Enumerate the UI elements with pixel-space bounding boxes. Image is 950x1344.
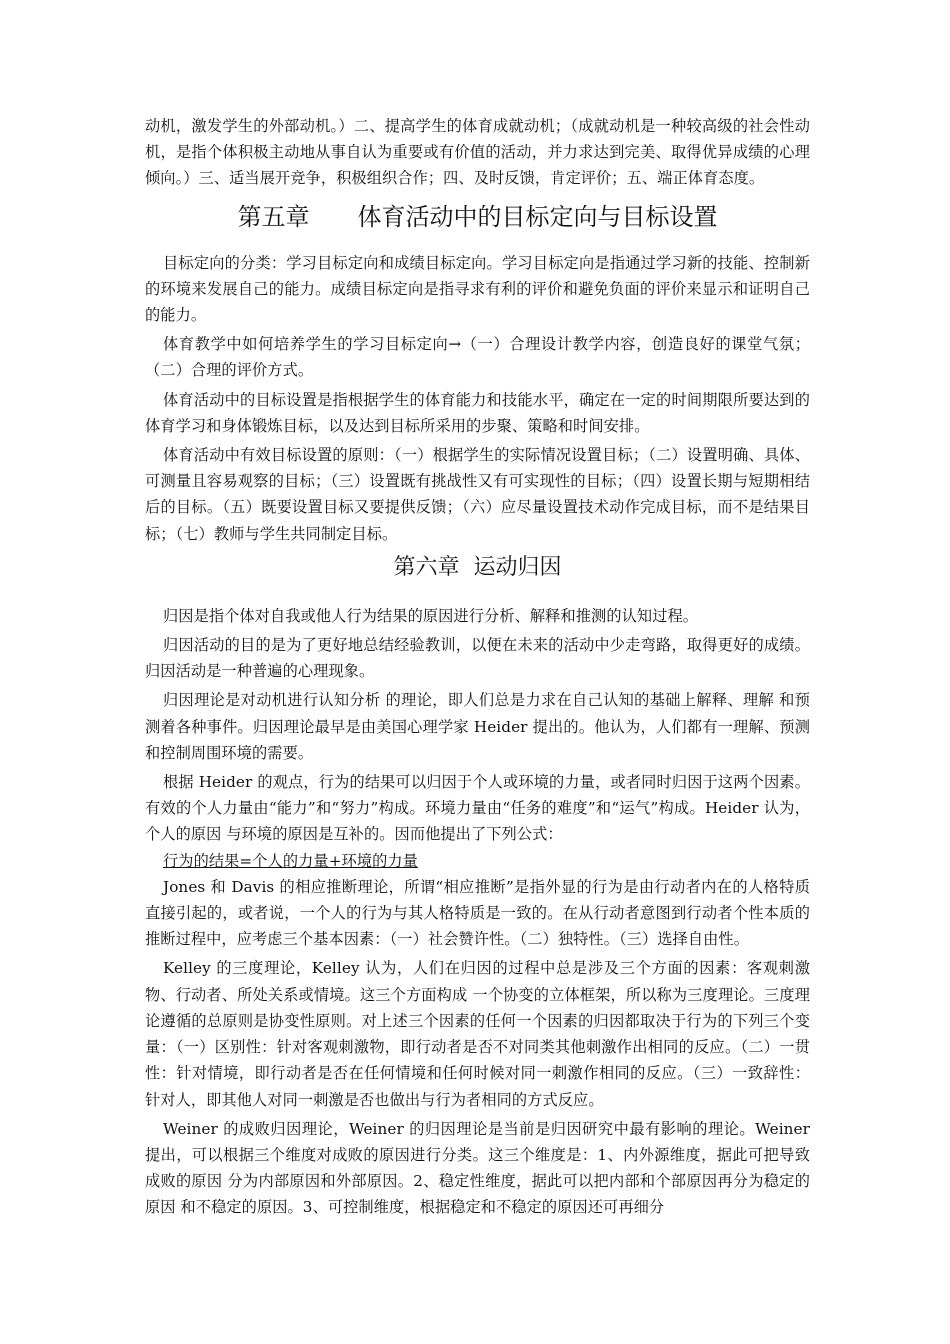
ch6-paragraph-5: Jones 和 Davis 的相应推断理论，所谓“相应推断”是指外显的行为是由行动者内在的人格特质直接引起的，或者说，一个人的行为与其人格特质是一致的。在从行动者意图到行动者个性本质的推断过程中，应考虑三个基本因素：（一）社会赞许性。（二）独特性。（三）选择自由性。 bbox=[145, 877, 810, 949]
ch6-paragraph-7: Weiner 的成败归因理论，Weiner 的归因理论是当前是归因研究中最有影响的理论。Weiner 提出，可以根据三个维度对成败的原因进行分类。这三个维度是：1、内外源维度，据此可把导致成败的原因 分为内部原因和外部原因。2、稳定性维度，据此可以把内部和个部原因再分为稳定的原因 和不稳定的原因。3、可控制维度，根据稳定和不稳定的原因还可再细分 bbox=[145, 1119, 810, 1217]
chapter-5-title: 体育活动中的目标定向与目标设置 bbox=[357, 202, 718, 231]
chapter-6-number: 第六章 bbox=[393, 554, 460, 580]
ch6-paragraph-6: Kelley 的三度理论，Kelley 认为，人们在归因的过程中总是涉及三个方面的因素：客观刺激物、行动者、所处关系或情境。这三个方面构成 一个协变的立体框架，所以称为三度理论。三度理论遵循的总原则是协变性原则。对上述三个因素的任何一个因素的归因都取决于行为的下列三个变量：（一）区别性：针对客观刺激物，即行动者是否不对同类其他刺激作出相同的反应。（二）一贯性：针对情境，即行动者是否在任何情境和任何时候对同一刺激作相同的反应。（三）一致辞性：针对人，即其他人对同一刺激是否也做出与行为者相同的方式反应。 bbox=[145, 959, 810, 1109]
document-page bbox=[145, 113, 810, 1221]
ch6-paragraph-1: 归因是指个体对自我或他人行为结果的原因进行分析、解释和推测的认知过程。 bbox=[163, 606, 699, 625]
ch6-paragraph-4: 根据 Heider 的观点，行为的结果可以归因于个人或环境的力量，或者同时归因于这两个因素。有效的个人力量由“能力”和“努力”构成。环境力量由“任务的难度”和“运气”构成。Heider 认为，个人的原因 与环境的原因是互补的。因而他提出了下列公式： bbox=[145, 773, 810, 844]
ch5-paragraph-2: 体育教学中如何培养学生的学习目标定向→（一）合理设计教学内容，创造良好的课堂气氛；（二）合理的评价方式。 bbox=[145, 335, 810, 380]
formula-line bbox=[145, 848, 810, 874]
chapter-5-number: 第五章 bbox=[237, 202, 310, 231]
chapter-6-heading bbox=[145, 555, 810, 581]
ch5-paragraph-1: 目标定向的分类：学习目标定向和成绩目标定向。学习目标定向是指通过学习新的技能、控制新的环境来发展自己的能力。成绩目标定向是指寻求有利的评价和避免负面的评价来显示和证明自己的能力。 bbox=[145, 253, 810, 325]
ch5-paragraph-3: 体育活动中的目标设置是指根据学生的体育能力和技能水平，确定在一定的时间期限所要达到的体育学习和身体锻炼目标，以及达到目标所采用的步聚、策略和时间安排。 bbox=[145, 390, 810, 435]
chapter-6-title: 运动归因 bbox=[473, 554, 562, 580]
chapter-5-heading bbox=[145, 204, 810, 230]
intro-paragraph: 动机，激发学生的外部动机。）二、提高学生的体育成就动机；（成就动机是一种较高级的社会性动机，是指个体积极主动地从事自认为重要或有价值的活动，并力求达到完美、取得优异成绩的心理倾向。）三、适当展开竞争，积极组织合作；四、及时反馈，肯定评价；五、端正体育态度。 bbox=[145, 117, 810, 188]
ch6-paragraph-2: 归因活动的目的是为了更好地总结经验教训，以便在未来的活动中少走弯路，取得更好的成绩。归因活动是一种普遍的心理现象。 bbox=[145, 636, 810, 681]
ch6-paragraph-3: 归因理论是对动机进行认知分析 的理论，即人们总是力求在自己认知的基础上解释、理解 和预测着各种事件。归因理论最早是由美国心理学家 Heider 提出的。他认为，人们都有一理解、预测和控制周围环境的需要。 bbox=[145, 691, 810, 762]
ch5-paragraph-4: 体育活动中有效目标设置的原则：（一）根据学生的实际情况设置目标；（二）设置明确、具体、可测量且容易观察的目标；（三）设置既有挑战性又有可实现性的目标；（四）设置长期与短期相结后的目标。（五）既要设置目标又要提供反馈；（六）应尽量设置技术动作完成目标，而不是结果目标；（七）教师与学生共同制定目标。 bbox=[145, 446, 810, 543]
formula-text: 行为的结果=个人的力量+环境的力量 bbox=[163, 851, 418, 870]
